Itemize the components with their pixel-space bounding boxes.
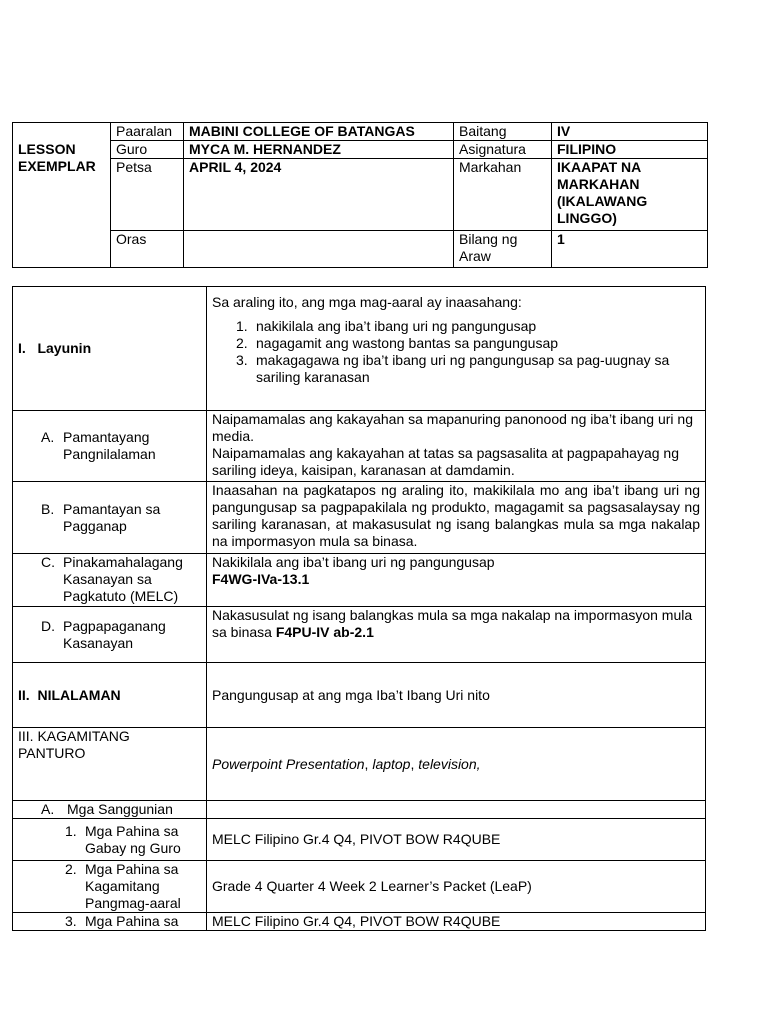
- list-number: 2.: [236, 335, 248, 351]
- sanggunian-item-row: [13, 861, 706, 913]
- layunin-intro: Sa araling ito, ang mga mag-aaral ay inaasahang:: [212, 294, 522, 310]
- asignatura-value: FILIPINO: [552, 141, 708, 159]
- oras-label: Oras: [111, 231, 184, 268]
- sanggunian-item-row: [13, 913, 706, 931]
- pagpapaganang-kasanayan-content: [207, 607, 706, 663]
- item-letter: A.: [41, 429, 55, 445]
- list-text: nagagamit ang wastong bantas sa pangungusap: [256, 335, 559, 351]
- bilang-label-line: Bilang ng: [459, 231, 518, 247]
- kagamitang-panturo-content: [207, 728, 706, 801]
- material-item: laptop: [372, 755, 411, 772]
- bilang-label-line: Araw: [459, 248, 491, 264]
- gabay-ng-guro-label: [13, 819, 207, 861]
- markahan-label: Markahan: [454, 159, 552, 231]
- title-line-1: LESSON: [18, 141, 76, 157]
- header-table: [12, 122, 708, 268]
- item-letter: B.: [41, 500, 55, 517]
- item-letter: D.: [41, 617, 55, 634]
- lesson-exemplar-title: [13, 123, 111, 268]
- label-line: Pinakamahalagang: [63, 554, 183, 570]
- list-number: 1.: [236, 318, 248, 334]
- label-line: Pagpapaganang: [63, 617, 166, 634]
- baitang-value: IV: [552, 123, 708, 141]
- separator: ,: [364, 755, 373, 772]
- content-text-prefix: sa binasa: [212, 624, 276, 640]
- kagamitang-panturo-row: [13, 728, 706, 801]
- nilalaman-row: [13, 663, 706, 728]
- melc-content: [207, 554, 706, 607]
- list-text: makagagawa ng iba’t ibang uri ng pangungusap sa pag-uugnay sa sariling karanasan: [256, 352, 670, 385]
- bilang-ng-araw-label: [454, 231, 552, 268]
- label-line: Kagamitang: [85, 878, 160, 894]
- label-line: Kasanayan: [63, 634, 134, 651]
- baitang-label: Baitang: [454, 123, 552, 141]
- kagamitang-pangmag-aaral-label: [13, 861, 207, 913]
- petsa-label: Petsa: [111, 159, 184, 231]
- label-line: Mga Pahina sa: [85, 913, 179, 929]
- markahan-value-line: (IKALAWANG: [557, 193, 648, 209]
- pamantayan-sa-pagganap-row: [13, 482, 706, 554]
- list-item: [212, 335, 703, 352]
- melc-label: [13, 554, 207, 607]
- kagamitang-pangmag-aaral-content: Grade 4 Quarter 4 Week 2 Learner’s Packet (LeaP): [207, 861, 706, 913]
- mga-pahina-label: [13, 913, 207, 931]
- bilang-ng-araw-value: 1: [552, 231, 708, 268]
- oras-value: [184, 231, 454, 268]
- layunin-content: [207, 287, 706, 411]
- title-line-2: EXEMPLAR: [18, 158, 96, 174]
- item-letter: C.: [41, 554, 55, 570]
- skill-code: F4PU-IV ab-2.1: [275, 624, 374, 640]
- sanggunian-label: [13, 801, 207, 819]
- markahan-value-line: LINGGO): [557, 210, 617, 226]
- markahan-value-line: IKAAPAT NA: [557, 159, 642, 175]
- item-letter: A.: [41, 801, 55, 817]
- nilalaman-label-text: NILALAMAN: [37, 686, 121, 703]
- paaralan-label: Paaralan: [111, 123, 184, 141]
- nilalaman-content: Pangungusap at ang mga Iba’t Ibang Uri nito: [207, 663, 706, 728]
- pamantayang-pangnilalaman-content: [207, 411, 706, 482]
- label-line: Pangnilalaman: [63, 446, 156, 462]
- label-line: Pagkatuto (MELC): [63, 588, 179, 604]
- layunin-row: [13, 287, 706, 411]
- label-line: Pamantayang: [63, 429, 150, 445]
- nilalaman-label: [13, 663, 207, 728]
- content-text: Nakasusulat ng isang balangkas mula sa mga nakalap na impormasyon mula: [212, 607, 693, 623]
- item-number: 3.: [65, 913, 77, 929]
- label-line: Kasanayan sa: [63, 571, 152, 587]
- asignatura-label: Asignatura: [454, 141, 552, 159]
- label-line: Gabay ng Guro: [85, 839, 181, 856]
- layunin-num: I.: [18, 340, 26, 356]
- label-line: III. KAGAMITANG: [18, 728, 130, 744]
- melc-code: F4WG-IVa-13.1: [212, 571, 310, 587]
- guro-value: MYCA M. HERNANDEZ: [184, 141, 454, 159]
- content-text: [212, 624, 700, 641]
- item-number: 1.: [65, 822, 77, 839]
- label-line: Pamantayan sa: [63, 500, 161, 517]
- separator: ,: [410, 755, 419, 772]
- lesson-plan-table: [12, 286, 706, 931]
- label-line: PANTURO: [18, 745, 86, 761]
- item-number: 2.: [65, 861, 77, 877]
- label-line: Pagganap: [63, 517, 127, 534]
- material-item: television,: [418, 755, 481, 772]
- content-text: Naipamamalas ang kakayahan at tatas sa pagsasalita at pagpapahayag ng sariling ideya, kaisipan, karanasan at damdamin.: [212, 445, 679, 478]
- label-line: Pangmag-aaral: [85, 895, 181, 911]
- guro-label: Guro: [111, 141, 184, 159]
- sanggunian-content: [207, 801, 706, 819]
- layunin-label-text: Layunin: [37, 340, 92, 356]
- kagamitang-panturo-label: [13, 728, 207, 801]
- pamantayang-pangnilalaman-label: [13, 411, 207, 482]
- content-text: Naipamamalas ang kakayahan sa mapanuring panonood ng iba’t ibang uri ng media.: [212, 411, 693, 444]
- pagpapaganang-kasanayan-row: [13, 607, 706, 663]
- list-item: [212, 318, 703, 335]
- label-line: Mga Pahina sa: [85, 822, 179, 839]
- content-text: Nakikilala ang iba’t ibang uri ng pangungusap: [212, 554, 495, 570]
- sanggunian-row: [13, 801, 706, 819]
- mga-pahina-content: MELC Filipino Gr.4 Q4, PIVOT BOW R4QUBE: [207, 913, 706, 931]
- list-text: nakikilala ang iba’t ibang uri ng pangungusap: [256, 318, 537, 334]
- material-item: Powerpoint Presentation: [212, 755, 365, 772]
- markahan-value: [552, 159, 708, 231]
- layunin-list: [212, 318, 703, 386]
- layunin-label: [13, 287, 207, 411]
- markahan-value-line: MARKAHAN: [557, 176, 640, 192]
- gabay-ng-guro-content: MELC Filipino Gr.4 Q4, PIVOT BOW R4QUBE: [207, 819, 706, 861]
- pamantayan-sa-pagganap-content: Inaasahan na pagkatapos ng araling ito, makikilala mo ang iba’t ibang uri ng pangungusap sa pagpapakilala ng produkto, magagamit sa pagsasalaysay ng sariling karanasan, at makasusulat ng isang balangkas mula sa mga nakalap na impormasyon mula sa binasa.: [207, 482, 706, 554]
- sanggunian-item-row: [13, 819, 706, 861]
- petsa-value: APRIL 4, 2024: [184, 159, 454, 231]
- paaralan-value: MABINI COLLEGE OF BATANGAS: [184, 123, 454, 141]
- list-item: [212, 352, 703, 386]
- label-line: Mga Sanggunian: [67, 801, 173, 817]
- pamantayang-pangnilalaman-row: [13, 411, 706, 482]
- list-number: 3.: [236, 352, 248, 368]
- pamantayan-sa-pagganap-label: [13, 482, 207, 554]
- pagpapaganang-kasanayan-label: [13, 607, 207, 663]
- label-line: Mga Pahina sa: [85, 861, 179, 877]
- nilalaman-num: II.: [18, 686, 30, 703]
- melc-row: [13, 554, 706, 607]
